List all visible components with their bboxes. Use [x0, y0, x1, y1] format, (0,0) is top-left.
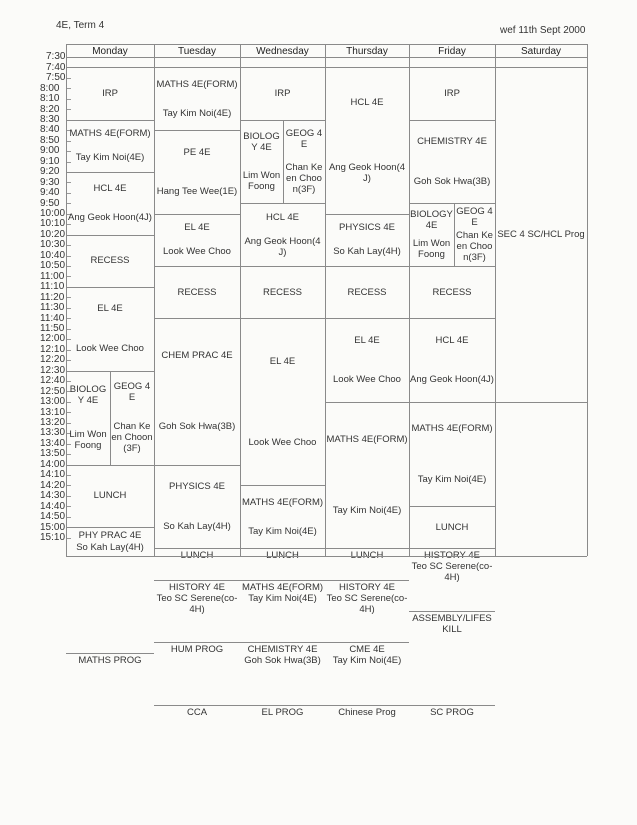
- lesson-teacher: Chan Keen Choon(3F): [111, 420, 153, 454]
- time-label: 13:50: [40, 448, 66, 460]
- lesson-teacher: Tay Kim Noi(4E): [332, 655, 402, 667]
- grid-line: [154, 642, 240, 643]
- grid-line: [325, 402, 409, 403]
- time-label: 11:10: [40, 281, 65, 293]
- lesson-subject: EL PROG: [261, 706, 304, 718]
- lesson-cell: [240, 485, 325, 548]
- lesson-cell: [154, 214, 240, 266]
- lesson-teacher: Goh Sok Hwa(3B): [413, 175, 491, 187]
- lesson-cell: [325, 548, 409, 562]
- lesson-subject: LUNCH: [435, 521, 469, 533]
- time-label: 10:20: [40, 228, 66, 240]
- day-header-friday: Friday: [438, 46, 466, 57]
- lesson-cell: [325, 705, 409, 720]
- time-label: 13:20: [40, 417, 66, 429]
- lesson-subject: PHYSICS 4E: [339, 222, 395, 234]
- lesson-subject: BIOLOGY 4E: [243, 130, 280, 153]
- lesson-teacher: Hang Tee Wee(1E): [156, 186, 238, 198]
- time-label: 8:40: [40, 124, 60, 136]
- lesson-subject: GEOG 4E: [456, 206, 493, 229]
- grid-line: [325, 67, 409, 68]
- lesson-subject: EL 4E: [269, 355, 296, 367]
- time-label: 14:10: [40, 469, 66, 481]
- time-label: 9:40: [40, 187, 60, 199]
- grid-line: [454, 203, 455, 266]
- lesson-cell: [66, 172, 154, 235]
- grid-line: [66, 465, 154, 466]
- time-label: 9:50: [40, 197, 60, 209]
- grid-line: [409, 506, 495, 507]
- grid-line: [325, 580, 409, 581]
- lesson-cell: [325, 402, 409, 548]
- lesson-cell: [409, 506, 495, 548]
- grid-line: [240, 556, 325, 557]
- time-label: 10:30: [40, 239, 66, 251]
- time-label: 12:10: [40, 343, 66, 355]
- time-label: 14:40: [40, 500, 66, 512]
- time-label: 9:00: [40, 145, 60, 157]
- grid-line: [240, 485, 325, 486]
- grid-line: [66, 527, 154, 528]
- grid-line: [325, 214, 409, 215]
- grid-line: [110, 371, 111, 465]
- grid-line: [325, 266, 409, 267]
- lesson-cell: [325, 266, 409, 318]
- lesson-cell: [240, 203, 325, 266]
- grid-line: [240, 642, 325, 643]
- grid-line: [409, 402, 495, 403]
- time-label: 10:50: [40, 260, 66, 272]
- lesson-cell: [409, 266, 495, 318]
- grid-line: [240, 705, 325, 706]
- lesson-teacher: Chan Keen Choon(3F): [456, 230, 493, 264]
- lesson-subject: LUNCH: [266, 550, 299, 562]
- lesson-subject: GEOG 4E: [285, 127, 323, 150]
- lesson-subject: RECESS: [262, 286, 303, 298]
- lesson-cell: [325, 214, 409, 266]
- lesson-teacher: Tay Kim Noi(4E): [162, 107, 232, 119]
- lesson-subject: MATHS 4E(FORM): [241, 581, 324, 593]
- day-header-saturday: Saturday: [520, 46, 562, 57]
- grid-line: [154, 67, 240, 68]
- grid-line: [240, 203, 325, 204]
- time-label: 13:30: [40, 427, 66, 439]
- lesson-teacher: Ang Geok Hoon(4J): [244, 235, 321, 258]
- lesson-teacher: Tay Kim Noi(4E): [332, 505, 402, 517]
- lesson-subject: CME 4E: [349, 644, 385, 656]
- lesson-cell: [409, 120, 495, 204]
- lesson-subject: IRP: [102, 88, 118, 100]
- time-label: 12:40: [40, 375, 66, 387]
- lesson-subject: GEOG 4E: [113, 381, 151, 404]
- grid-line: [240, 266, 325, 267]
- lesson-subject: HCL 4E: [266, 211, 299, 223]
- lesson-subject: CHEMISTRY 4E: [417, 136, 487, 148]
- lesson-subject: LUNCH: [350, 550, 384, 562]
- lesson-teacher: Chan Keen Choon(3F): [285, 162, 323, 196]
- grid-line: [409, 266, 495, 267]
- grid-line: [240, 318, 325, 319]
- lesson-subject: RECESS: [177, 286, 217, 298]
- time-label: 7:50: [46, 72, 66, 84]
- grid-line: [110, 371, 154, 372]
- lesson-teacher: Teo SC Serene(co-4H): [326, 592, 408, 615]
- lesson-subject: LUNCH: [180, 550, 214, 562]
- grid-line: [325, 556, 409, 557]
- time-label: 15:00: [40, 521, 66, 533]
- lesson-cell: [325, 67, 409, 213]
- time-label: 13:10: [40, 406, 66, 418]
- time-label: 13:40: [40, 437, 66, 449]
- lesson-subject: LUNCH: [93, 490, 127, 502]
- time-label: 8:30: [40, 113, 60, 125]
- lesson-cell: [325, 580, 409, 617]
- lesson-cell: [154, 580, 240, 617]
- lesson-cell: [240, 642, 325, 668]
- lesson-subject: CCA: [186, 706, 208, 718]
- lesson-subject: HISTORY 4E: [339, 581, 395, 593]
- time-label: 8:50: [40, 134, 60, 146]
- lesson-cell: [154, 465, 240, 549]
- lesson-subject: ASSEMBLY/LIFESKILL: [412, 612, 492, 635]
- lesson-subject: RECESS: [90, 255, 130, 267]
- lesson-cell: [154, 705, 240, 720]
- lesson-teacher: Goh Sok Hwa(3B): [244, 655, 321, 667]
- lesson-cell: [66, 371, 110, 465]
- lesson-cell: [154, 266, 240, 318]
- lesson-cell: [66, 653, 154, 668]
- grid-line: [325, 705, 409, 706]
- lesson-teacher: Lim Won Foong: [242, 170, 281, 193]
- lesson-teacher: Look Wee Choo: [163, 246, 231, 258]
- lesson-cell: [154, 67, 240, 130]
- grid-line: [587, 44, 588, 556]
- day-header-tuesday: Tuesday: [178, 46, 216, 57]
- lesson-teacher: Tay Kim Noi(4E): [248, 525, 317, 537]
- lesson-cell: [409, 611, 495, 637]
- grid-line: [154, 318, 240, 319]
- lesson-teacher: So Kah Lay(4H): [163, 520, 231, 532]
- timetable-effective-date: wef 11th Sept 2000: [500, 25, 586, 36]
- grid-line: [154, 556, 240, 557]
- lesson-cell: [409, 203, 454, 266]
- lesson-teacher: Tay Kim Noi(4E): [75, 152, 145, 164]
- lesson-cell: [240, 67, 325, 119]
- lesson-cell: [154, 548, 240, 562]
- lesson-subject: PE 4E: [183, 146, 211, 158]
- grid-line: [495, 67, 587, 68]
- grid-line: [66, 120, 154, 121]
- lesson-teacher: Ang Geok Hoon(4J): [328, 162, 406, 185]
- lesson-subject: CHEMISTRY 4E: [247, 644, 318, 656]
- lesson-teacher: So Kah Lay(4H): [333, 246, 401, 258]
- time-label: 8:20: [40, 103, 60, 115]
- grid-line: [454, 203, 495, 204]
- grid-line: [66, 172, 154, 173]
- lesson-cell: [240, 548, 325, 562]
- grid-line: [495, 402, 587, 403]
- lesson-subject: HISTORY 4E: [424, 550, 480, 562]
- lesson-cell: [66, 235, 154, 287]
- time-label: 9:10: [40, 155, 60, 167]
- day-header-thursday: Thursday: [346, 46, 388, 57]
- lesson-teacher: Ang Geok Hoon(4J): [410, 374, 494, 386]
- lesson-cell: [66, 67, 154, 119]
- grid-line: [154, 580, 240, 581]
- grid-line: [154, 548, 240, 549]
- lesson-cell: [240, 705, 325, 720]
- grid-line: [409, 705, 495, 706]
- grid-line: [66, 653, 154, 654]
- time-label: 10:00: [40, 208, 66, 220]
- lesson-cell: [240, 266, 325, 318]
- lesson-cell: [240, 580, 325, 606]
- grid-line: [66, 556, 154, 557]
- time-label: 12:50: [40, 385, 66, 397]
- time-label: 11:00: [40, 270, 65, 282]
- time-label: 8:10: [40, 93, 60, 105]
- lesson-cell: [66, 287, 154, 371]
- lesson-subject: RECESS: [347, 286, 387, 298]
- lesson-subject: MATHS 4E(FORM): [69, 128, 151, 140]
- grid-line: [66, 371, 110, 372]
- lesson-teacher: Look Wee Choo: [333, 374, 401, 386]
- grid-line: [66, 57, 587, 58]
- time-label: 12:30: [40, 364, 66, 376]
- time-label: 7:30: [46, 51, 66, 63]
- grid-line: [240, 580, 325, 581]
- grid-line: [154, 266, 240, 267]
- lesson-cell: [409, 548, 495, 584]
- lesson-subject: PHYSICS 4E: [169, 480, 225, 492]
- lesson-teacher: Teo SC Serene(co-4H): [411, 561, 493, 584]
- lesson-subject: MATHS PROG: [78, 654, 142, 666]
- lesson-cell: [240, 318, 325, 485]
- time-label: 13:00: [40, 396, 66, 408]
- lesson-teacher: Look Wee Choo: [248, 437, 317, 449]
- timetable-class-term: 4E, Term 4: [56, 20, 105, 31]
- lesson-subject: RECESS: [432, 286, 472, 298]
- time-label: 14:50: [40, 511, 66, 523]
- grid-line: [154, 705, 240, 706]
- lesson-subject: SEC 4 SC/HCL Prog: [497, 229, 585, 241]
- time-label: 14:20: [40, 479, 66, 491]
- time-label: 10:40: [40, 249, 66, 261]
- lesson-subject: MATHS 4E(FORM): [156, 78, 238, 90]
- lesson-teacher: Ang Geok Hoon(4J): [68, 212, 152, 224]
- grid-line: [66, 44, 587, 45]
- lesson-cell: [409, 402, 495, 507]
- lesson-subject: SC PROG: [430, 706, 474, 718]
- grid-line: [409, 67, 495, 68]
- time-label: 9:20: [40, 166, 60, 178]
- grid-line: [283, 120, 284, 204]
- time-label: 14:30: [40, 490, 66, 502]
- lesson-subject: BIOLOGY 4E: [69, 384, 107, 406]
- day-header-wednesday: Wednesday: [256, 46, 309, 57]
- lesson-subject: PHY PRAC 4E: [78, 529, 142, 541]
- lesson-subject: HCL 4E: [350, 96, 384, 108]
- lesson-subject: MATHS 4E(FORM): [241, 496, 324, 508]
- lesson-cell: [454, 203, 495, 266]
- lesson-cell: [240, 120, 283, 204]
- lesson-subject: HISTORY 4E: [169, 581, 225, 593]
- grid-line: [283, 120, 325, 121]
- lesson-subject: HUM PROG: [170, 644, 224, 656]
- grid-line: [409, 556, 495, 557]
- lesson-cell: [409, 318, 495, 402]
- lesson-subject: MATHS 4E(FORM): [326, 433, 408, 445]
- lesson-cell: [66, 465, 154, 528]
- time-label: 11:40: [40, 312, 65, 324]
- day-header-monday: Monday: [92, 46, 128, 57]
- lesson-cell: [409, 705, 495, 720]
- grid-line: [240, 120, 283, 121]
- lesson-subject: Chinese Prog: [338, 706, 396, 718]
- lesson-cell: [154, 318, 240, 464]
- grid-line: [325, 642, 409, 643]
- grid-line: [409, 548, 495, 549]
- lesson-teacher: Teo SC Serene(co-4H): [156, 592, 238, 615]
- time-label: 14:00: [40, 458, 66, 470]
- grid-line: [66, 287, 154, 288]
- grid-line: [325, 318, 409, 319]
- lesson-cell: [66, 120, 154, 172]
- lesson-subject: HCL 4E: [435, 334, 469, 346]
- time-label: 11:30: [40, 302, 65, 314]
- time-label: 12:20: [40, 354, 66, 366]
- lesson-subject: EL 4E: [354, 334, 380, 346]
- lesson-subject: MATHS 4E(FORM): [411, 423, 493, 435]
- lesson-teacher: Tay Kim Noi(4E): [417, 473, 487, 485]
- lesson-teacher: Lim Won Foong: [412, 238, 451, 261]
- grid-line: [409, 611, 495, 612]
- grid-line: [325, 548, 409, 549]
- lesson-subject: CHEM PRAC 4E: [161, 350, 233, 362]
- lesson-teacher: Goh Sok Hwa(3B): [158, 421, 236, 433]
- lesson-teacher: So Kah Lay(4H): [76, 542, 144, 554]
- grid-line: [240, 548, 325, 549]
- lesson-subject: BIOLOGY 4E: [410, 208, 453, 231]
- time-label: 9:30: [40, 176, 60, 188]
- time-label: 15:10: [40, 531, 66, 543]
- lesson-subject: IRP: [274, 88, 291, 100]
- grid-line: [66, 67, 154, 68]
- grid-line: [409, 120, 495, 121]
- grid-line: [409, 318, 495, 319]
- lesson-subject: EL 4E: [184, 222, 210, 234]
- grid-line: [154, 130, 240, 131]
- lesson-cell: [110, 371, 154, 465]
- lesson-teacher: Lim Won Foong: [69, 429, 107, 452]
- time-label: 10:10: [40, 218, 66, 230]
- grid-line: [154, 465, 240, 466]
- lesson-subject: EL 4E: [97, 303, 123, 315]
- lesson-cell: [325, 318, 409, 402]
- grid-line: [154, 214, 240, 215]
- time-label: 12:00: [40, 333, 66, 345]
- lesson-cell: [409, 67, 495, 119]
- grid-line: [240, 67, 325, 68]
- time-label: 11:20: [40, 291, 65, 303]
- lesson-cell: [66, 527, 154, 556]
- time-label: 7:40: [46, 61, 66, 73]
- lesson-cell: [325, 642, 409, 668]
- lesson-subject: HCL 4E: [93, 183, 127, 195]
- lesson-cell: [154, 130, 240, 214]
- lesson-teacher: Tay Kim Noi(4E): [248, 592, 317, 604]
- time-label: 11:50: [40, 322, 65, 334]
- grid-line: [409, 203, 454, 204]
- lesson-cell: [495, 67, 587, 401]
- lesson-teacher: Look Wee Choo: [76, 343, 144, 355]
- grid-line: [66, 235, 154, 236]
- time-label: 8:00: [40, 82, 60, 94]
- lesson-cell: [283, 120, 325, 204]
- lesson-subject: IRP: [444, 88, 460, 100]
- lesson-cell: [154, 642, 240, 657]
